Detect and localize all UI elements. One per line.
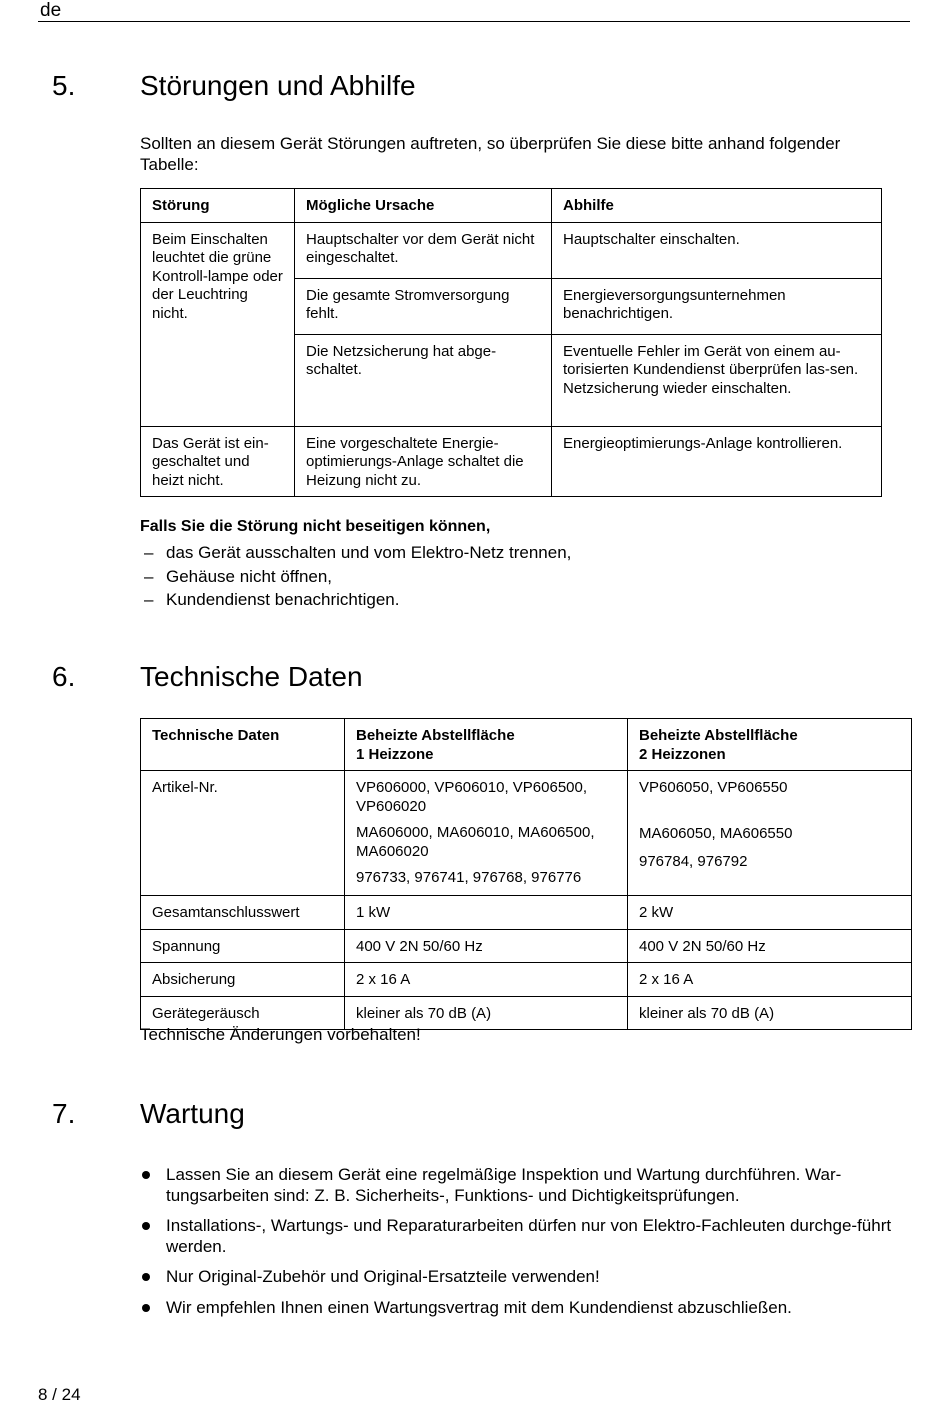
artikel-2-zones [628,771,912,896]
list-item [140,541,571,565]
troubleshooting-table [140,188,882,497]
bullet-icon [142,1273,150,1281]
value-2-zones: 2 x 16 A [628,963,912,997]
article-numbers: 976784, 976792 [639,853,748,870]
list-item-text: Kundendienst benachrichtigen. [166,590,400,609]
header-stoerung: Störung [141,189,295,223]
list-item-text: das Gerät ausschalten und vom Elektro-Netz trennen, [166,543,572,562]
bullet-icon [142,1171,150,1179]
header-line: Beheizte Abstellfläche [639,727,798,744]
value-1-zone: 1 kW [345,896,628,930]
list-item [140,565,571,589]
value-2-zones: kleiner als 70 dB (A) [628,996,912,1030]
header-line: 2 Heizzonen [639,745,726,763]
abhilfe-cell: Energieoptimierungs-Anlage kontrollieren. [552,426,882,497]
header-line: Beheizte Abstellfläche [356,727,515,744]
header-ursache: Mögliche Ursache [295,189,552,223]
header-1-zone [345,719,628,771]
technical-changes-note: Technische Änderungen vorbehalten! [140,1025,421,1044]
page-number: 8 / 24 [38,1385,81,1404]
article-numbers: MA606050, MA606550 [639,824,793,842]
value-1-zone: kleiner als 70 dB (A) [345,996,628,1030]
section-7-number: 7. [52,1098,76,1129]
value-2-zones: 2 kW [628,896,912,930]
row-label: Geräteg​eräusch [141,996,345,1030]
ursache-cell: Die gesamte Stromversorgung fehlt. [295,278,552,334]
stoerung-cell: Das Gerät ist ein-geschaltet und heizt nicht. [141,426,295,497]
table-row [141,963,912,997]
maintenance-list [140,1165,910,1328]
article-numbers: VP606000, VP606010, VP606500, VP606020 [356,779,588,815]
row-label: Spannung [141,929,345,963]
table-row [141,426,882,497]
language-code: de [40,0,62,21]
abhilfe-cell: Energieversorgungsunternehmen benachrichtigen. [552,278,882,334]
value-1-zone: 2 x 16 A [345,963,628,997]
list-item [140,1298,910,1319]
list-item-text: Nur Original-Zubehör und Original-Ersatzteile verwenden! [166,1267,600,1286]
section-7-title: Wartung [140,1098,245,1129]
list-item-text: Lassen Sie an diesem Gerät eine regelmäßige Inspektion und Wartung durchführen. War-tungsarbeiten sind: Z. B. Sicherheits-, Funktions- und Dichtigkeitsprüfungen. [166,1165,842,1205]
abhilfe-cell: Hauptschalter einschalten. [552,222,882,278]
ursache-cell: Die Netzsicherung hat abge-schaltet. [295,334,552,426]
dash-marker: – [144,566,154,586]
value-1-zone: 400 V 2N 50/60 Hz [345,929,628,963]
article-numbers: 976733, 976741, 976768, 976776 [356,869,582,886]
table-header-row [141,719,912,771]
section-5-number: 5. [52,70,76,101]
dash-marker: – [144,543,154,562]
section-6-title: Technische Daten [140,661,363,692]
list-item-text: Gehäuse nicht öffnen, [166,566,333,586]
table-header-row [141,189,882,223]
artikel-1-zone [345,771,628,896]
section-5-intro: Sollten an diesem Gerät Störungen auftreten, so überprüfen Sie diese bitte anhand folgender Tabelle: [140,134,841,174]
table-row [141,896,912,930]
abhilfe-text: Eventuelle Fehler im Gerät von einem au-torisierten Kundendienst überprüfen las-sen. [563,342,859,378]
bullet-icon [142,1304,150,1312]
row-label: Absicherung [141,963,345,997]
ursache-cell: Hauptschalter vor dem Gerät nicht eingeschaltet. [295,222,552,278]
article-numbers: VP606050, VP606550 [639,779,788,796]
row-label: Artikel-Nr. [141,771,345,896]
list-item [140,588,571,612]
abhilfe-text-2: Netzsicherung wieder einschalten. [563,379,792,397]
header-tech-data: Technische Daten [141,719,345,771]
dash-marker: – [144,590,154,609]
value-2-zones: 400 V 2N 50/60 Hz [628,929,912,963]
table-row [141,222,882,278]
list-item [140,1267,910,1288]
table-row [141,929,912,963]
list-item [140,1216,910,1257]
abhilfe-cell [552,334,882,426]
list-item [140,1165,910,1206]
table-row [141,771,912,896]
section-5-title: Störungen und Abhilfe [140,70,416,101]
header-abhilfe: Abhilfe [552,189,882,223]
technical-data-table [140,718,912,1030]
ursache-cell: Eine vorgeschaltete Energie-optimierungs-Anlage schaltet die Heizung nicht zu. [295,426,552,497]
header-line: 1 Heizzone [356,745,434,763]
list-item-text: Installations-, Wartungs- und Reparaturarbeiten dürfen nur von Elektro-Fachleuten durchge-führt werden. [166,1216,892,1256]
article-numbers: MA606000, MA606010, MA606500, MA606020 [356,824,595,860]
falls-list [140,541,571,612]
header-2-zones [628,719,912,771]
header-rule [38,21,910,22]
falls-heading: Falls Sie die Störung nicht beseitigen können, [140,518,491,535]
row-label: Gesamtanschlusswert [141,896,345,930]
stoerung-cell: Beim Einschalten leuchtet die grüne Kontroll-lampe oder der Leuchtring nicht. [141,222,295,426]
section-6-number: 6. [52,661,76,692]
list-item-text: Wir empfehlen Ihnen einen Wartungsvertrag mit dem Kundendienst abzuschließen. [166,1297,792,1317]
bullet-icon [142,1222,150,1230]
